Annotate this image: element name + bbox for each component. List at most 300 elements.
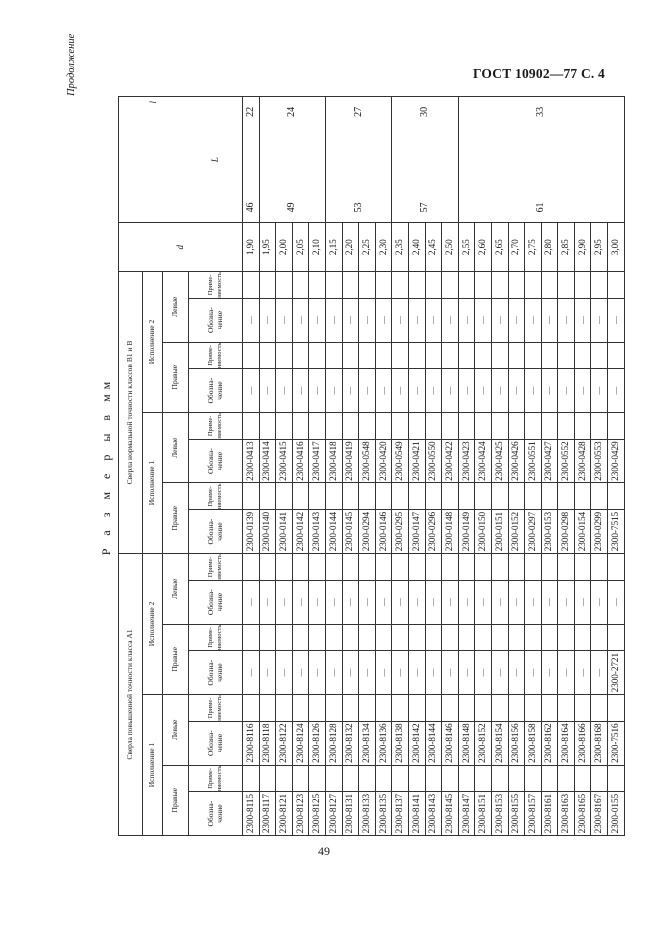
b-e2-right-designation: — bbox=[541, 369, 558, 413]
a1-e1-left-applicability bbox=[591, 695, 608, 722]
b-e1-left-designation: 2300-0551 bbox=[525, 439, 542, 483]
a1-e1-right-applicability bbox=[243, 765, 260, 792]
a1-e1-right-applicability bbox=[475, 765, 492, 792]
diameter-cell: 1,90 bbox=[243, 223, 260, 272]
b-e2-right-applicability bbox=[525, 342, 542, 369]
a1-e1-left-designation: 2300-8164 bbox=[558, 721, 575, 765]
a1-e2-right-designation: — bbox=[276, 651, 293, 695]
applicability-header: Приме-няемость bbox=[189, 553, 243, 580]
a1-e2-right: Правые bbox=[163, 624, 189, 694]
b-e2-left-designation: — bbox=[375, 298, 392, 342]
b-e2-right-applicability bbox=[491, 342, 508, 369]
a1-e2-right-applicability bbox=[591, 624, 608, 651]
applicability-header: Приме-няемость bbox=[189, 342, 243, 369]
diameter-cell: 2,55 bbox=[458, 223, 475, 272]
b-e1-left-designation: 2300-0427 bbox=[541, 439, 558, 483]
b-e1-right-applicability bbox=[292, 483, 309, 510]
a1-e1-left-designation: 2300-8142 bbox=[408, 721, 425, 765]
b-e1-right-designation: 2300-0146 bbox=[375, 510, 392, 554]
b-e2-right-designation: — bbox=[591, 369, 608, 413]
b-e1-right-applicability bbox=[325, 483, 342, 510]
a1-e2-right-designation: — bbox=[309, 651, 326, 695]
b-e1-right-applicability bbox=[425, 483, 442, 510]
b-e1-left-applicability bbox=[309, 413, 326, 440]
table-row bbox=[458, 97, 475, 836]
a1-e1-right-applicability bbox=[392, 765, 409, 792]
b-e2-left-applicability bbox=[425, 272, 442, 299]
a1-e1-right-designation: 2300-8151 bbox=[475, 792, 492, 836]
a1-e1-left-designation: 2300-8144 bbox=[425, 721, 442, 765]
diameter-cell: 2,65 bbox=[491, 223, 508, 272]
a1-e1-right: Правые bbox=[163, 765, 189, 835]
length-group-cell bbox=[458, 97, 624, 223]
length-group-cell bbox=[392, 97, 458, 223]
b-e1-right-applicability bbox=[591, 483, 608, 510]
b-e2-left-designation: — bbox=[276, 298, 293, 342]
b-e2-right-applicability bbox=[508, 342, 525, 369]
b-e2-left-designation: — bbox=[392, 298, 409, 342]
a1-e1-right-applicability bbox=[259, 765, 276, 792]
b-e2-right-designation: — bbox=[325, 369, 342, 413]
a1-e1-left: Левые bbox=[163, 695, 189, 765]
table-title: Р а з м е р ы в мм bbox=[99, 376, 113, 556]
a1-e2-left-applicability bbox=[525, 553, 542, 580]
a1-e2-right-designation: — bbox=[442, 651, 459, 695]
b-e1-right-designation: 2300-0296 bbox=[425, 510, 442, 554]
a1-e1-right-designation: 2300-8163 bbox=[558, 792, 575, 836]
a1-e1-right-designation: 2300-8143 bbox=[425, 792, 442, 836]
overall-length-L: 53 bbox=[352, 202, 364, 213]
diameter-cell: 1,95 bbox=[259, 223, 276, 272]
flute-length-l: 30 bbox=[419, 107, 431, 117]
b-e2-right-designation: — bbox=[392, 369, 409, 413]
b-e2-left-applicability bbox=[458, 272, 475, 299]
b-e1-right-applicability bbox=[525, 483, 542, 510]
a1-e2-right-designation: 2300-2721 bbox=[608, 651, 625, 695]
a1-e1-right-designation: 2300-8137 bbox=[392, 792, 409, 836]
col-L-l-sub bbox=[189, 97, 243, 223]
b-e1-left-designation: 2300-0418 bbox=[325, 439, 342, 483]
a1-e2-left-applicability bbox=[508, 553, 525, 580]
a1-e1-right-designation: 2300-8157 bbox=[525, 792, 542, 836]
a1-e1-right-applicability bbox=[558, 765, 575, 792]
b-e2-left-applicability bbox=[342, 272, 359, 299]
a1-e2-right-applicability bbox=[491, 624, 508, 651]
a1-e1-left-applicability bbox=[375, 695, 392, 722]
b-e2-right-applicability bbox=[259, 342, 276, 369]
b-e1-right-applicability bbox=[309, 483, 326, 510]
a1-e1-right-designation: 2300-8127 bbox=[325, 792, 342, 836]
a1-e2-right-designation: — bbox=[508, 651, 525, 695]
a1-e2-right-applicability bbox=[608, 624, 625, 651]
a1-e2-left-designation: — bbox=[243, 580, 260, 624]
b-e2-right-designation: — bbox=[442, 369, 459, 413]
b-e2-right-applicability bbox=[309, 342, 326, 369]
b-e1-right-applicability bbox=[541, 483, 558, 510]
a1-e1-left-designation: 2300-8122 bbox=[276, 721, 293, 765]
b-e2-left-applicability bbox=[408, 272, 425, 299]
b-e1-left-applicability bbox=[475, 413, 492, 440]
a1-e2-left-applicability bbox=[458, 553, 475, 580]
a1-e2-right-designation: — bbox=[558, 651, 575, 695]
a1-execution-1: Исполнение 1 bbox=[143, 695, 163, 836]
b-e2-right-applicability bbox=[591, 342, 608, 369]
b-e1-right-applicability bbox=[243, 483, 260, 510]
a1-e1-left-designation: 2300-8148 bbox=[458, 721, 475, 765]
designation-header: Обозна-чение bbox=[189, 510, 243, 554]
b-e2-left-designation: — bbox=[359, 298, 376, 342]
b-e1-right-designation: 2300-0151 bbox=[491, 510, 508, 554]
col-d-header: d bbox=[119, 223, 243, 272]
diameter-cell: 2,50 bbox=[442, 223, 459, 272]
b-e2-right-applicability bbox=[458, 342, 475, 369]
b-e2-left-designation: — bbox=[408, 298, 425, 342]
a1-e1-left-designation: 2300-8124 bbox=[292, 721, 309, 765]
a1-e1-right-designation: 2300-8161 bbox=[541, 792, 558, 836]
a1-e2-right-applicability bbox=[375, 624, 392, 651]
b-e1-left-designation: 2300-0553 bbox=[591, 439, 608, 483]
b-e1-left-applicability bbox=[541, 413, 558, 440]
b-e2-left-designation: — bbox=[342, 298, 359, 342]
b-e2-left-applicability bbox=[591, 272, 608, 299]
a1-e2-right-applicability bbox=[292, 624, 309, 651]
a1-e2-left-designation: — bbox=[359, 580, 376, 624]
a1-e1-right-applicability bbox=[276, 765, 293, 792]
a1-e2-left-designation: — bbox=[574, 580, 591, 624]
a1-e1-right-applicability bbox=[591, 765, 608, 792]
b-e1-left-applicability bbox=[574, 413, 591, 440]
a1-e2-right-applicability bbox=[508, 624, 525, 651]
diameter-cell: 2,20 bbox=[342, 223, 359, 272]
b-e2-right-designation: — bbox=[458, 369, 475, 413]
a1-e2-left-applicability bbox=[541, 553, 558, 580]
a1-e2-right-applicability bbox=[425, 624, 442, 651]
a1-e2-right-applicability bbox=[458, 624, 475, 651]
b-e1-left-applicability bbox=[375, 413, 392, 440]
b-e1-left-applicability bbox=[425, 413, 442, 440]
a1-e1-left-applicability bbox=[392, 695, 409, 722]
overall-length-L: 57 bbox=[419, 202, 431, 213]
b-e1-left-designation: 2300-0548 bbox=[359, 439, 376, 483]
b-e1-left-designation: 2300-0550 bbox=[425, 439, 442, 483]
rotated-table-area bbox=[94, 96, 621, 836]
a1-e1-left-applicability bbox=[541, 695, 558, 722]
a1-e1-left-designation: 2300-8154 bbox=[491, 721, 508, 765]
table-row bbox=[325, 97, 342, 836]
b-e1-right-designation: 2300-7515 bbox=[608, 510, 625, 554]
b-e2-left-designation: — bbox=[491, 298, 508, 342]
group-b1b-header: Сверла нормальной точности классов В1 и В bbox=[119, 272, 143, 554]
b-execution-1: Исполнение 1 bbox=[143, 413, 163, 554]
b-e2-right-designation: — bbox=[276, 369, 293, 413]
b-e1-right-designation: 2300-0147 bbox=[408, 510, 425, 554]
b-e1-left-designation: 2300-0428 bbox=[574, 439, 591, 483]
b-e1-left-designation: 2300-0413 bbox=[243, 439, 260, 483]
designation-header: Обозна-чение bbox=[189, 369, 243, 413]
a1-e2-right-applicability bbox=[525, 624, 542, 651]
b-e1-right-designation: 2300-0299 bbox=[591, 510, 608, 554]
a1-e2-left-designation: — bbox=[442, 580, 459, 624]
b-e2-right-designation: — bbox=[292, 369, 309, 413]
b-e2-right-designation: — bbox=[574, 369, 591, 413]
a1-e2-left-designation: — bbox=[375, 580, 392, 624]
b-e2-left-applicability bbox=[392, 272, 409, 299]
a1-e2-right-designation: — bbox=[375, 651, 392, 695]
b-e1-left: Левые bbox=[163, 413, 189, 483]
b-e1-left-designation: 2300-0424 bbox=[475, 439, 492, 483]
diameter-cell: 2,85 bbox=[558, 223, 575, 272]
a1-e2-left-applicability bbox=[276, 553, 293, 580]
b-e1-left-designation: 2300-0415 bbox=[276, 439, 293, 483]
diameter-cell: 3,00 bbox=[608, 223, 625, 272]
a1-e2-right-designation: — bbox=[541, 651, 558, 695]
a1-e1-left-applicability bbox=[475, 695, 492, 722]
a1-e2-left-applicability bbox=[243, 553, 260, 580]
a1-e1-left-applicability bbox=[342, 695, 359, 722]
a1-e2-right-applicability bbox=[342, 624, 359, 651]
b-e2-right-designation: — bbox=[259, 369, 276, 413]
b-e2-right-designation: — bbox=[243, 369, 260, 413]
b-e1-right-applicability bbox=[342, 483, 359, 510]
b-e2-right-designation: — bbox=[608, 369, 625, 413]
b-e2-left: Левые bbox=[163, 272, 189, 342]
designation-header: Обозна-чение bbox=[189, 298, 243, 342]
a1-e2-right-applicability bbox=[359, 624, 376, 651]
a1-e2-left-designation: — bbox=[608, 580, 625, 624]
a1-e2-right-designation: — bbox=[574, 651, 591, 695]
a1-e1-left-designation: 2300-8162 bbox=[541, 721, 558, 765]
a1-e1-right-designation: 2300-8123 bbox=[292, 792, 309, 836]
b-e1-left-designation: 2300-0416 bbox=[292, 439, 309, 483]
a1-e1-left-designation: 2300-8126 bbox=[309, 721, 326, 765]
b-e1-left-designation: 2300-0423 bbox=[458, 439, 475, 483]
a1-e2-left-designation: — bbox=[276, 580, 293, 624]
designation-header: Обозна-чение bbox=[189, 721, 243, 765]
a1-e2-left-applicability bbox=[442, 553, 459, 580]
a1-e1-left-applicability bbox=[243, 695, 260, 722]
b-e2-right-applicability bbox=[425, 342, 442, 369]
b-e1-right-designation: 2300-0150 bbox=[475, 510, 492, 554]
b-e1-right-designation: 2300-0148 bbox=[442, 510, 459, 554]
a1-e1-right-applicability bbox=[574, 765, 591, 792]
b-e1-left-designation: 2300-0417 bbox=[309, 439, 326, 483]
b-e2-left-applicability bbox=[375, 272, 392, 299]
b-e1-right-applicability bbox=[491, 483, 508, 510]
a1-e2-right-applicability bbox=[442, 624, 459, 651]
a1-e1-left-applicability bbox=[259, 695, 276, 722]
b-e2-right-applicability bbox=[342, 342, 359, 369]
diameter-cell: 2,60 bbox=[475, 223, 492, 272]
b-e1-left-applicability bbox=[458, 413, 475, 440]
a1-e1-left-applicability bbox=[292, 695, 309, 722]
b-e1-left-designation: 2300-0549 bbox=[392, 439, 409, 483]
b-e1-right-applicability bbox=[408, 483, 425, 510]
b-e1-right-applicability bbox=[259, 483, 276, 510]
b-e2-left-designation: — bbox=[558, 298, 575, 342]
diameter-cell: 2,15 bbox=[325, 223, 342, 272]
a1-e2-left-applicability bbox=[574, 553, 591, 580]
a1-execution-2: Исполнение 2 bbox=[143, 553, 163, 694]
b-e1-right-designation: 2300-0297 bbox=[525, 510, 542, 554]
overall-length-L: 49 bbox=[286, 202, 298, 213]
a1-e1-right-applicability bbox=[309, 765, 326, 792]
a1-e1-left-designation: 2300-8158 bbox=[525, 721, 542, 765]
b-e1-left-applicability bbox=[525, 413, 542, 440]
a1-e2-left-applicability bbox=[608, 553, 625, 580]
applicability-header: Приме-няемость bbox=[189, 272, 243, 299]
b-e1-right-designation: 2300-0149 bbox=[458, 510, 475, 554]
b-e2-right-designation: — bbox=[425, 369, 442, 413]
flute-length-l: 27 bbox=[352, 107, 364, 117]
document-reference: ГОСТ 10902—77 С. 4 bbox=[472, 66, 605, 81]
diameter-cell: 2,30 bbox=[375, 223, 392, 272]
b-e2-right-applicability bbox=[408, 342, 425, 369]
diameter-cell: 2,90 bbox=[574, 223, 591, 272]
a1-e2-right-applicability bbox=[408, 624, 425, 651]
a1-e2-left-designation: — bbox=[342, 580, 359, 624]
a1-e1-left-designation: 2300-8152 bbox=[475, 721, 492, 765]
overall-length-L: 61 bbox=[535, 202, 547, 213]
b-e2-left-applicability bbox=[541, 272, 558, 299]
a1-e2-left-designation: — bbox=[541, 580, 558, 624]
b-e1-left-applicability bbox=[342, 413, 359, 440]
b-e2-right-designation: — bbox=[558, 369, 575, 413]
b-e2-right-applicability bbox=[276, 342, 293, 369]
diameter-cell: 2,10 bbox=[309, 223, 326, 272]
b-e1-right-applicability bbox=[276, 483, 293, 510]
a1-e2-left-applicability bbox=[309, 553, 326, 580]
a1-e2-right-applicability bbox=[259, 624, 276, 651]
b-e2-right: Правые bbox=[163, 342, 189, 412]
b-e1-left-applicability bbox=[491, 413, 508, 440]
b-e1-left-applicability bbox=[508, 413, 525, 440]
b-e2-right-applicability bbox=[359, 342, 376, 369]
b-e1-left-applicability bbox=[392, 413, 409, 440]
a1-e1-right-applicability bbox=[425, 765, 442, 792]
a1-e2-left-designation: — bbox=[325, 580, 342, 624]
b-e2-left-applicability bbox=[359, 272, 376, 299]
b-e1-left-designation: 2300-0421 bbox=[408, 439, 425, 483]
b-e2-right-designation: — bbox=[408, 369, 425, 413]
applicability-header: Приме-няемость bbox=[189, 413, 243, 440]
dimensions-table bbox=[118, 96, 625, 836]
b-e1-left-applicability bbox=[359, 413, 376, 440]
a1-e1-right-designation: 2300-8115 bbox=[243, 792, 260, 836]
a1-e2-right-applicability bbox=[475, 624, 492, 651]
a1-e2-right-applicability bbox=[325, 624, 342, 651]
b-e1-left-applicability bbox=[442, 413, 459, 440]
diameter-cell: 2,35 bbox=[392, 223, 409, 272]
diameter-cell: 2,00 bbox=[276, 223, 293, 272]
flute-length-l: 24 bbox=[286, 107, 298, 117]
b-e1-right-applicability bbox=[508, 483, 525, 510]
b-e2-right-designation: — bbox=[491, 369, 508, 413]
b-e1-left-applicability bbox=[591, 413, 608, 440]
applicability-header: Приме-няемость bbox=[189, 624, 243, 651]
a1-e1-right-applicability bbox=[342, 765, 359, 792]
designation-header: Обозна-чение bbox=[189, 792, 243, 836]
a1-e2-right-designation: — bbox=[325, 651, 342, 695]
page-number: 49 bbox=[318, 844, 330, 858]
a1-e2-right-designation: — bbox=[475, 651, 492, 695]
b-e2-left-designation: — bbox=[309, 298, 326, 342]
diameter-cell: 2,40 bbox=[408, 223, 425, 272]
a1-e1-right-designation: 2300-8117 bbox=[259, 792, 276, 836]
b-e1-left-applicability bbox=[276, 413, 293, 440]
b-e2-left-designation: — bbox=[292, 298, 309, 342]
b-e2-left-applicability bbox=[491, 272, 508, 299]
b-e2-left-applicability bbox=[508, 272, 525, 299]
a1-e1-right-designation: 2300-8121 bbox=[276, 792, 293, 836]
a1-e2-left-designation: — bbox=[408, 580, 425, 624]
b-e2-right-applicability bbox=[292, 342, 309, 369]
a1-e2-left-applicability bbox=[359, 553, 376, 580]
a1-e1-right-designation: 2300-8135 bbox=[375, 792, 392, 836]
b-e1-right-designation: 2300-0298 bbox=[558, 510, 575, 554]
a1-e1-left-applicability bbox=[508, 695, 525, 722]
b-e2-right-designation: — bbox=[525, 369, 542, 413]
b-e1-left-applicability bbox=[558, 413, 575, 440]
diameter-cell: 2,95 bbox=[591, 223, 608, 272]
b-e2-left-applicability bbox=[442, 272, 459, 299]
a1-e1-left-applicability bbox=[309, 695, 326, 722]
b-e2-left-applicability bbox=[525, 272, 542, 299]
a1-e1-right-designation: 2300-8125 bbox=[309, 792, 326, 836]
b-e2-right-applicability bbox=[574, 342, 591, 369]
b-e2-right-applicability bbox=[325, 342, 342, 369]
a1-e1-right-applicability bbox=[608, 765, 625, 792]
length-group-cell bbox=[243, 97, 260, 223]
b-e1-right-designation: 2300-0143 bbox=[309, 510, 326, 554]
a1-e2-left-designation: — bbox=[392, 580, 409, 624]
b-e2-left-designation: — bbox=[442, 298, 459, 342]
b-e1-right-designation: 2300-0153 bbox=[541, 510, 558, 554]
a1-e1-right-designation: 2300-8145 bbox=[442, 792, 459, 836]
b-e1-right-applicability bbox=[392, 483, 409, 510]
b-execution-2: Исполнение 2 bbox=[143, 272, 163, 413]
a1-e1-left-designation: 2300-8134 bbox=[359, 721, 376, 765]
b-e2-left-applicability bbox=[475, 272, 492, 299]
b-e1-right-applicability bbox=[442, 483, 459, 510]
a1-e2-left-designation: — bbox=[425, 580, 442, 624]
table-row bbox=[259, 97, 276, 836]
a1-e1-right-designation: 2300-8155 bbox=[508, 792, 525, 836]
a1-e2-right-designation: — bbox=[259, 651, 276, 695]
b-e1-right-applicability bbox=[574, 483, 591, 510]
a1-e2-right-designation: — bbox=[458, 651, 475, 695]
b-e2-right-applicability bbox=[558, 342, 575, 369]
a1-e2-left-applicability bbox=[292, 553, 309, 580]
a1-e1-left-applicability bbox=[458, 695, 475, 722]
b-e2-left-designation: — bbox=[458, 298, 475, 342]
b-e2-right-applicability bbox=[608, 342, 625, 369]
length-group-cell bbox=[259, 97, 325, 223]
a1-e1-left-applicability bbox=[276, 695, 293, 722]
a1-e2-right-applicability bbox=[392, 624, 409, 651]
designation-header: Обозна-чение bbox=[189, 580, 243, 624]
b-e2-left-designation: — bbox=[541, 298, 558, 342]
b-e2-left-designation: — bbox=[608, 298, 625, 342]
a1-e1-left-designation: 2300-8138 bbox=[392, 721, 409, 765]
a1-e1-left-designation: 2300-8132 bbox=[342, 721, 359, 765]
a1-e2-left-designation: — bbox=[259, 580, 276, 624]
a1-e1-left-applicability bbox=[608, 695, 625, 722]
a1-e1-right-designation: 2300-8165 bbox=[574, 792, 591, 836]
b-e1-left-designation: 2300-0426 bbox=[508, 439, 525, 483]
flute-length-l: 22 bbox=[244, 107, 256, 117]
a1-e2-left-applicability bbox=[325, 553, 342, 580]
b-e2-left-designation: — bbox=[574, 298, 591, 342]
